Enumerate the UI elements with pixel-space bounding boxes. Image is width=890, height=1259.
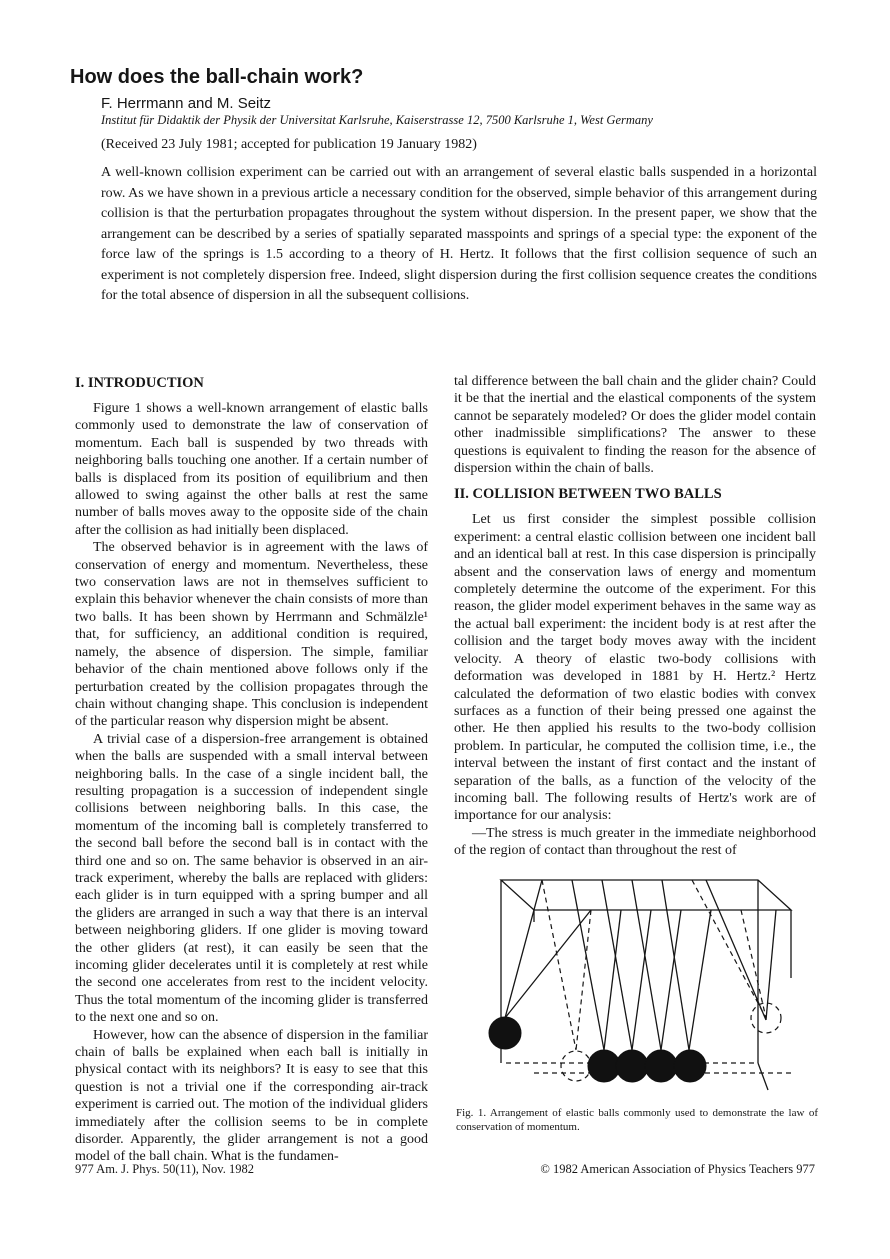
- left-column: [75, 373, 428, 1166]
- paragraph: —The stress is much greater in the immediate neighborhood of the region of contact than throughout the rest of: [454, 825, 816, 859]
- ball: [616, 1050, 648, 1082]
- ball-chain-diagram: [476, 868, 816, 1108]
- ball: [645, 1050, 677, 1082]
- abstract: A well-known collision experiment can be carried out with an arrangement of several elastic balls suspended in a horizontal row. As we have shown in a previous article a necessary condition for the observed, simple behavior of this arrangement during collision is that the perturbation propagates throughout the system without dispersion. In the present paper, we show that the arrangement can be described by a series of spatially separated masspoints and springs of a special type: the exponent of the force law of the springs is 1.5 according to a theory of H. Hertz. It follows that the first collision sequence of such an experiment is not completely dispersion free. Indeed, slight dispersion during the first collision sequence creates the conditions for the total absence of dispersion in all the subsequent collisions.: [101, 165, 817, 303]
- section-heading-collision: II. COLLISION BETWEEN TWO BALLS: [454, 486, 722, 503]
- ball: [674, 1050, 706, 1082]
- frame-top: [501, 880, 791, 910]
- paragraph: The observed behavior is in agreement with the laws of conservation of energy and momentum. Nevertheless, these two conservation laws are not in themselves sufficient to explain this behavior whenever the chain consists of more than two balls. It has been shown by Herrmann and Schmälzle¹ that, for sufficiency, an additional condition is required, namely, the absence of dispersion. The simple, familiar behavior of the chain mentioned above follows only if the perturbation created by the collision propagates through the chain without changing shape. This conclusion is independent of the particular reason why dispersion might be absent.: [75, 540, 428, 730]
- ball-raised: [489, 1017, 521, 1049]
- paragraph: However, how can the absence of dispersion in the familiar chain of balls be explained when each ball is initially in physical contact with its neighbors? It is easy to see that this question is not a trivial one if the corresponding air-track experiment is carried out. The motion of the individual gliders immediately after the collision seems to be in complete disorder. Apparently, the glider arrangement is not a good model of the ball chain. What is the fundamen-: [75, 1027, 428, 1165]
- ghost-ball: [561, 1051, 591, 1081]
- received-dates: (Received 23 July 1981; accepted for publication 19 January 1982): [101, 137, 477, 152]
- affiliation: Institut für Didaktik der Physik der Universitat Karlsruhe, Kaiserstrasse 12, 7500 Karlsruhe 1, West Germany: [101, 113, 653, 127]
- paper-title: How does the ball-chain work?: [70, 66, 364, 88]
- authors: F. Herrmann and M. Seitz: [101, 95, 272, 112]
- figure-ball-chain: [476, 868, 816, 1108]
- footer-copyright: © 1982 American Association of Physics Teachers 977: [540, 1162, 815, 1176]
- footer-journal: 977 Am. J. Phys. 50(11), Nov. 1982: [75, 1162, 254, 1176]
- frame-base: [758, 1063, 768, 1090]
- section-heading-introduction: I. INTRODUCTION: [75, 375, 204, 391]
- paragraph: Figure 1 shows a well-known arrangement of elastic balls commonly used to demonstrate the law of conservation of momentum. Each ball is suspended by two threads with neighboring balls touching one another. If a certain number of balls is displaced from its position of equilibrium and then allowed to swing against the other balls at rest the same number of balls moves away to the opposite side of the chain after the collision as had initially been displaced.: [75, 401, 428, 538]
- paragraph: Let us first consider the simplest possible collision experiment: a central elastic collision between one incident ball and an identical ball at rest. In this case dispersion is principally absent and the conservation laws of energy and momentum completely determine the outcome of the experiment. For this reason, the glider model experiment behaves in the same way as the actual ball experiment: the incident body is at rest after the collision and the target body moves away with the incident velocity. A theory of elastic two-body collisions with deformation was developed in 1881 by H. Hertz.² Hertz calculated the deformation of two elastic bodies with convex surfaces as a function of their being pressed one against the other. He then applied his results to the two-body collision problem. In particular, he computed the collision time, i.e., the interval between the instant of first contact and the instant of separation of the balls, as a function of the velocity of the incoming ball. The following results of Hertz's work are of importance for our analysis:: [454, 512, 816, 824]
- paragraph: A trivial case of a dispersion-free arrangement is obtained when the balls are suspended with a small interval between neighboring balls. In the case of a single incident ball, the resulting propagation is a succession of independent single collisions between neighboring balls. In this case, the momentum of the incoming ball is completely transferred to the second ball before the second ball is in contact with the third one and so on. The same behavior is observed in an air-track experiment, whereby the balls are replaced with gliders: each glider is in turn equipped with a spring bumper and all the gliders are arranged in such a way that there is an interval between neighboring gliders. If one glider is moving toward the other gliders (at rest), it can easily be seen that the incoming glider decelerates until it is completely at rest while the second one accelerates from rest to the incident velocity. Thus the total momentum of the incoming glider is transferred to the next one and so on.: [75, 731, 428, 1026]
- figure-caption: Fig. 1. Arrangement of elastic balls commonly used to demonstrate the law of conservation of momentum.: [456, 1107, 818, 1133]
- ball: [588, 1050, 620, 1082]
- right-column: [454, 373, 816, 860]
- paragraph-continued: tal difference between the ball chain and the glider chain? Could it be that the inertial and the elastical components of the system cannot be separately modeled? Or does the glider model contain other inadmissible simplifications? The answer to these questions is equivalent to finding the reason for the absence of dispersion within the chain of balls.: [454, 374, 816, 477]
